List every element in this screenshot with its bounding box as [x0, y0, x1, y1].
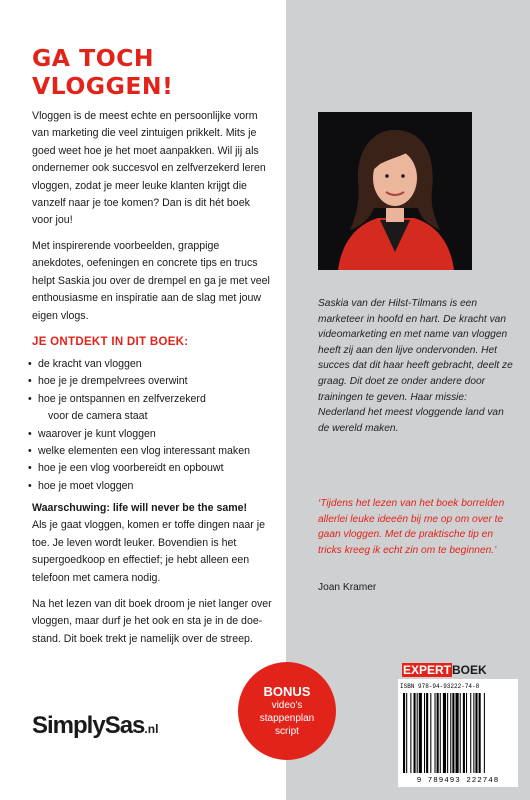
list-item: • hoe je moet vloggen — [28, 478, 278, 495]
list-item: • welke elementen een vlog interessant maken — [28, 443, 278, 460]
barcode-bar — [414, 693, 416, 773]
isbn-text: ISBN 978-94-93222-74-8 — [400, 683, 480, 690]
list-item: • hoe je je drempelvrees overwint — [28, 373, 278, 390]
bonus-label: BONUS — [263, 684, 311, 699]
barcode-bar — [424, 693, 425, 773]
intro-paragraph: Vloggen is de meest echte en persoonlijke vorm van marketing die veel zintuigen prikkelt. Mits je goed weet hoe je het moet aanpakken. Wil jij als ondernemer ook succesvol en zelfverzekerd leren vloggen, zodat je meer leuke klanten krijgt die vanzelf naar je toe komen? Dan is dit hét boek voor jou! — [32, 110, 266, 227]
barcode-number: 9 789493 222748 — [416, 777, 500, 785]
feature-list — [28, 356, 278, 495]
closing-paragraph: Na het lezen van dit boek droom je niet langer over vloggen, maar durf je het ook en sta je in de doe-stand. Dit boek trekt je namelijk over de streep. — [32, 598, 272, 645]
barcode-bars — [402, 693, 514, 773]
barcode-bar — [460, 693, 461, 773]
testimonial-quote: ‘Tijdens het lezen van het boek borrelden allerlei leuke ideeën bij me op om over te gaan vloggen. Met de praktische tip en tricks kreeg ik echt zin om te beginnen.’ — [318, 498, 505, 556]
barcode-bar — [440, 693, 441, 773]
author-portrait-image — [318, 112, 472, 270]
barcode-bar — [466, 693, 467, 773]
publisher-logo: EXPERTBOEK — [403, 663, 487, 677]
barcode-bar — [403, 693, 405, 773]
warning-paragraph — [32, 500, 272, 587]
barcode-bar — [443, 693, 446, 773]
barcode-bar — [470, 693, 471, 773]
barcode-bar — [479, 693, 481, 773]
barcode-bar — [450, 693, 451, 773]
testimonial-author: Joan Kramer — [318, 582, 377, 593]
page-title: GA TOCH VLOGGEN! — [32, 44, 174, 100]
bonus-line: video's — [271, 700, 303, 711]
warning-heading: Waarschuwing: life will never be the same! — [32, 502, 248, 514]
barcode-bar — [419, 693, 422, 773]
barcode-bar — [435, 693, 436, 773]
barcode-bar — [437, 693, 439, 773]
barcode-bar — [417, 693, 418, 773]
simplysas-logo: SimplySas.nl — [32, 712, 159, 739]
list-item: • de kracht van vloggen — [28, 356, 278, 373]
barcode-bar — [426, 693, 428, 773]
author-bio: Saskia van der Hilst-Tilmans is een marketeer in hoofd en hart. De kracht van videomarketing en met name van vloggen heeft zij aan den lijve ondervonden. Het succes dat dit haar heeft gebracht, deelt ze graag. Dit doet ze onder andere door trainingen te geven. Haar missie: Nederland het meest vloggende land van de wereld maken. — [318, 298, 513, 434]
list-heading: JE ONTDEKT IN DIT BOEK: — [32, 336, 189, 348]
second-paragraph: Met inspirerende voorbeelden, grappige anekdotes, oefeningen en concrete tips en trucs helpt Saskia jou over de drempel en ga je met veel enthousiasme en inspiratie aan de slag met jouw eigen vlogs. — [32, 240, 270, 322]
barcode-bar — [452, 693, 454, 773]
barcode-bar — [447, 693, 448, 773]
barcode-bar — [456, 693, 459, 773]
list-item: • waarover je kunt vloggen — [28, 426, 278, 443]
bonus-line: script — [275, 726, 299, 737]
warning-text: Als je gaat vloggen, komen er toffe dingen naar je toe. Je leven wordt leuker. Bovendien is het supergoedkoop en effectief; je hebt alleen een telefoon met camera nodig. — [32, 519, 266, 584]
barcode-bar — [473, 693, 474, 773]
author-photo — [318, 112, 472, 270]
barcode-bar — [484, 693, 485, 773]
barcode-bar — [410, 693, 411, 773]
list-item-continuation: voor de camera staat — [48, 410, 148, 423]
barcode-bar — [430, 693, 431, 773]
barcode-bar — [463, 693, 465, 773]
barcode-bar — [406, 693, 407, 773]
barcode — [398, 679, 518, 787]
bonus-line: stappenplan — [259, 713, 315, 724]
barcode-bar — [475, 693, 477, 773]
list-item: • hoe je een vlog voorbereidt en opbouwt — [28, 460, 278, 477]
bonus-badge — [238, 662, 336, 760]
list-item: • hoe je ontspannen en zelfverzekerd voor de camera staat — [28, 391, 278, 426]
